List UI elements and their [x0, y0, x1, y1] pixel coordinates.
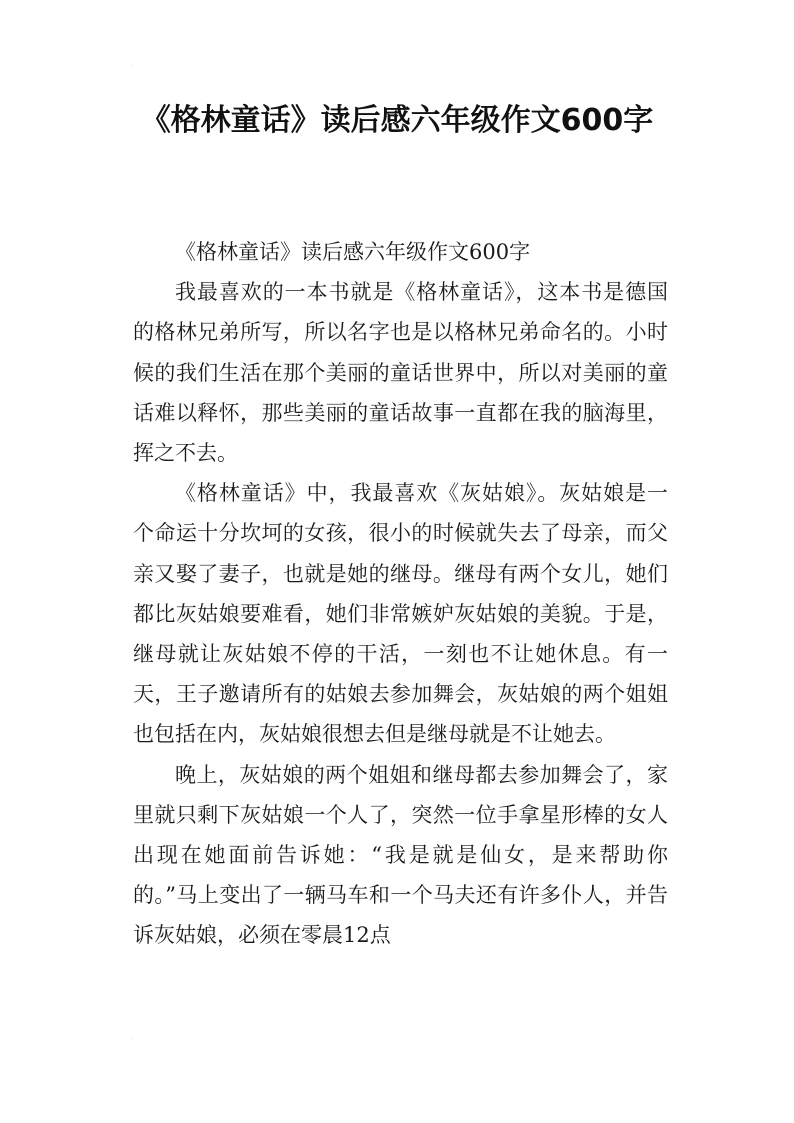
document-body	[133, 232, 668, 956]
corner-mark-bottom: .	[131, 1034, 133, 1041]
body-paragraph: 我最喜欢的一本书就是《格林童话》，这本书是德国的格林兄弟所写，所以名字也是以格林兄弟命名的。小时候的我们生活在那个美丽的童话世界中，所以对美丽的童话难以释怀，那些美丽的童话故事一直都在我的脑海里，挥之不去。	[133, 280, 668, 466]
body-paragraph: 《格林童话》中，我最喜欢《灰姑娘》。灰姑娘是一个命运十分坎坷的女孩，很小的时候就失去了母亲，而父亲又娶了妻子，也就是她的继母。继母有两个女儿，她们都比灰姑娘要难看，她们非常嫉妒灰姑娘的美貌。于是，继母就让灰姑娘不停的干活，一刻也不让她休息。有一天，王子邀请所有的姑娘去参加舞会，灰姑娘的两个姐姐也包括在内，灰姑娘很想去但是继母就是不让她去。	[133, 481, 668, 747]
document-title: 《格林童话》读后感六年级作文600字	[140, 103, 654, 138]
corner-mark-top: .	[131, 61, 133, 68]
body-paragraph-subtitle: 《格林童话》读后感六年级作文600字	[175, 240, 531, 264]
body-paragraph: 晚上，灰姑娘的两个姐姐和继母都去参加舞会了，家里就只剩下灰姑娘一个人了，突然一位手拿星形棒的女人出现在她面前告诉她：“我是就是仙女，是来帮助你的。”马上变出了一辆马车和一个马夫还有许多仆人，并告诉灰姑娘，必须在零晨12点	[133, 762, 668, 948]
